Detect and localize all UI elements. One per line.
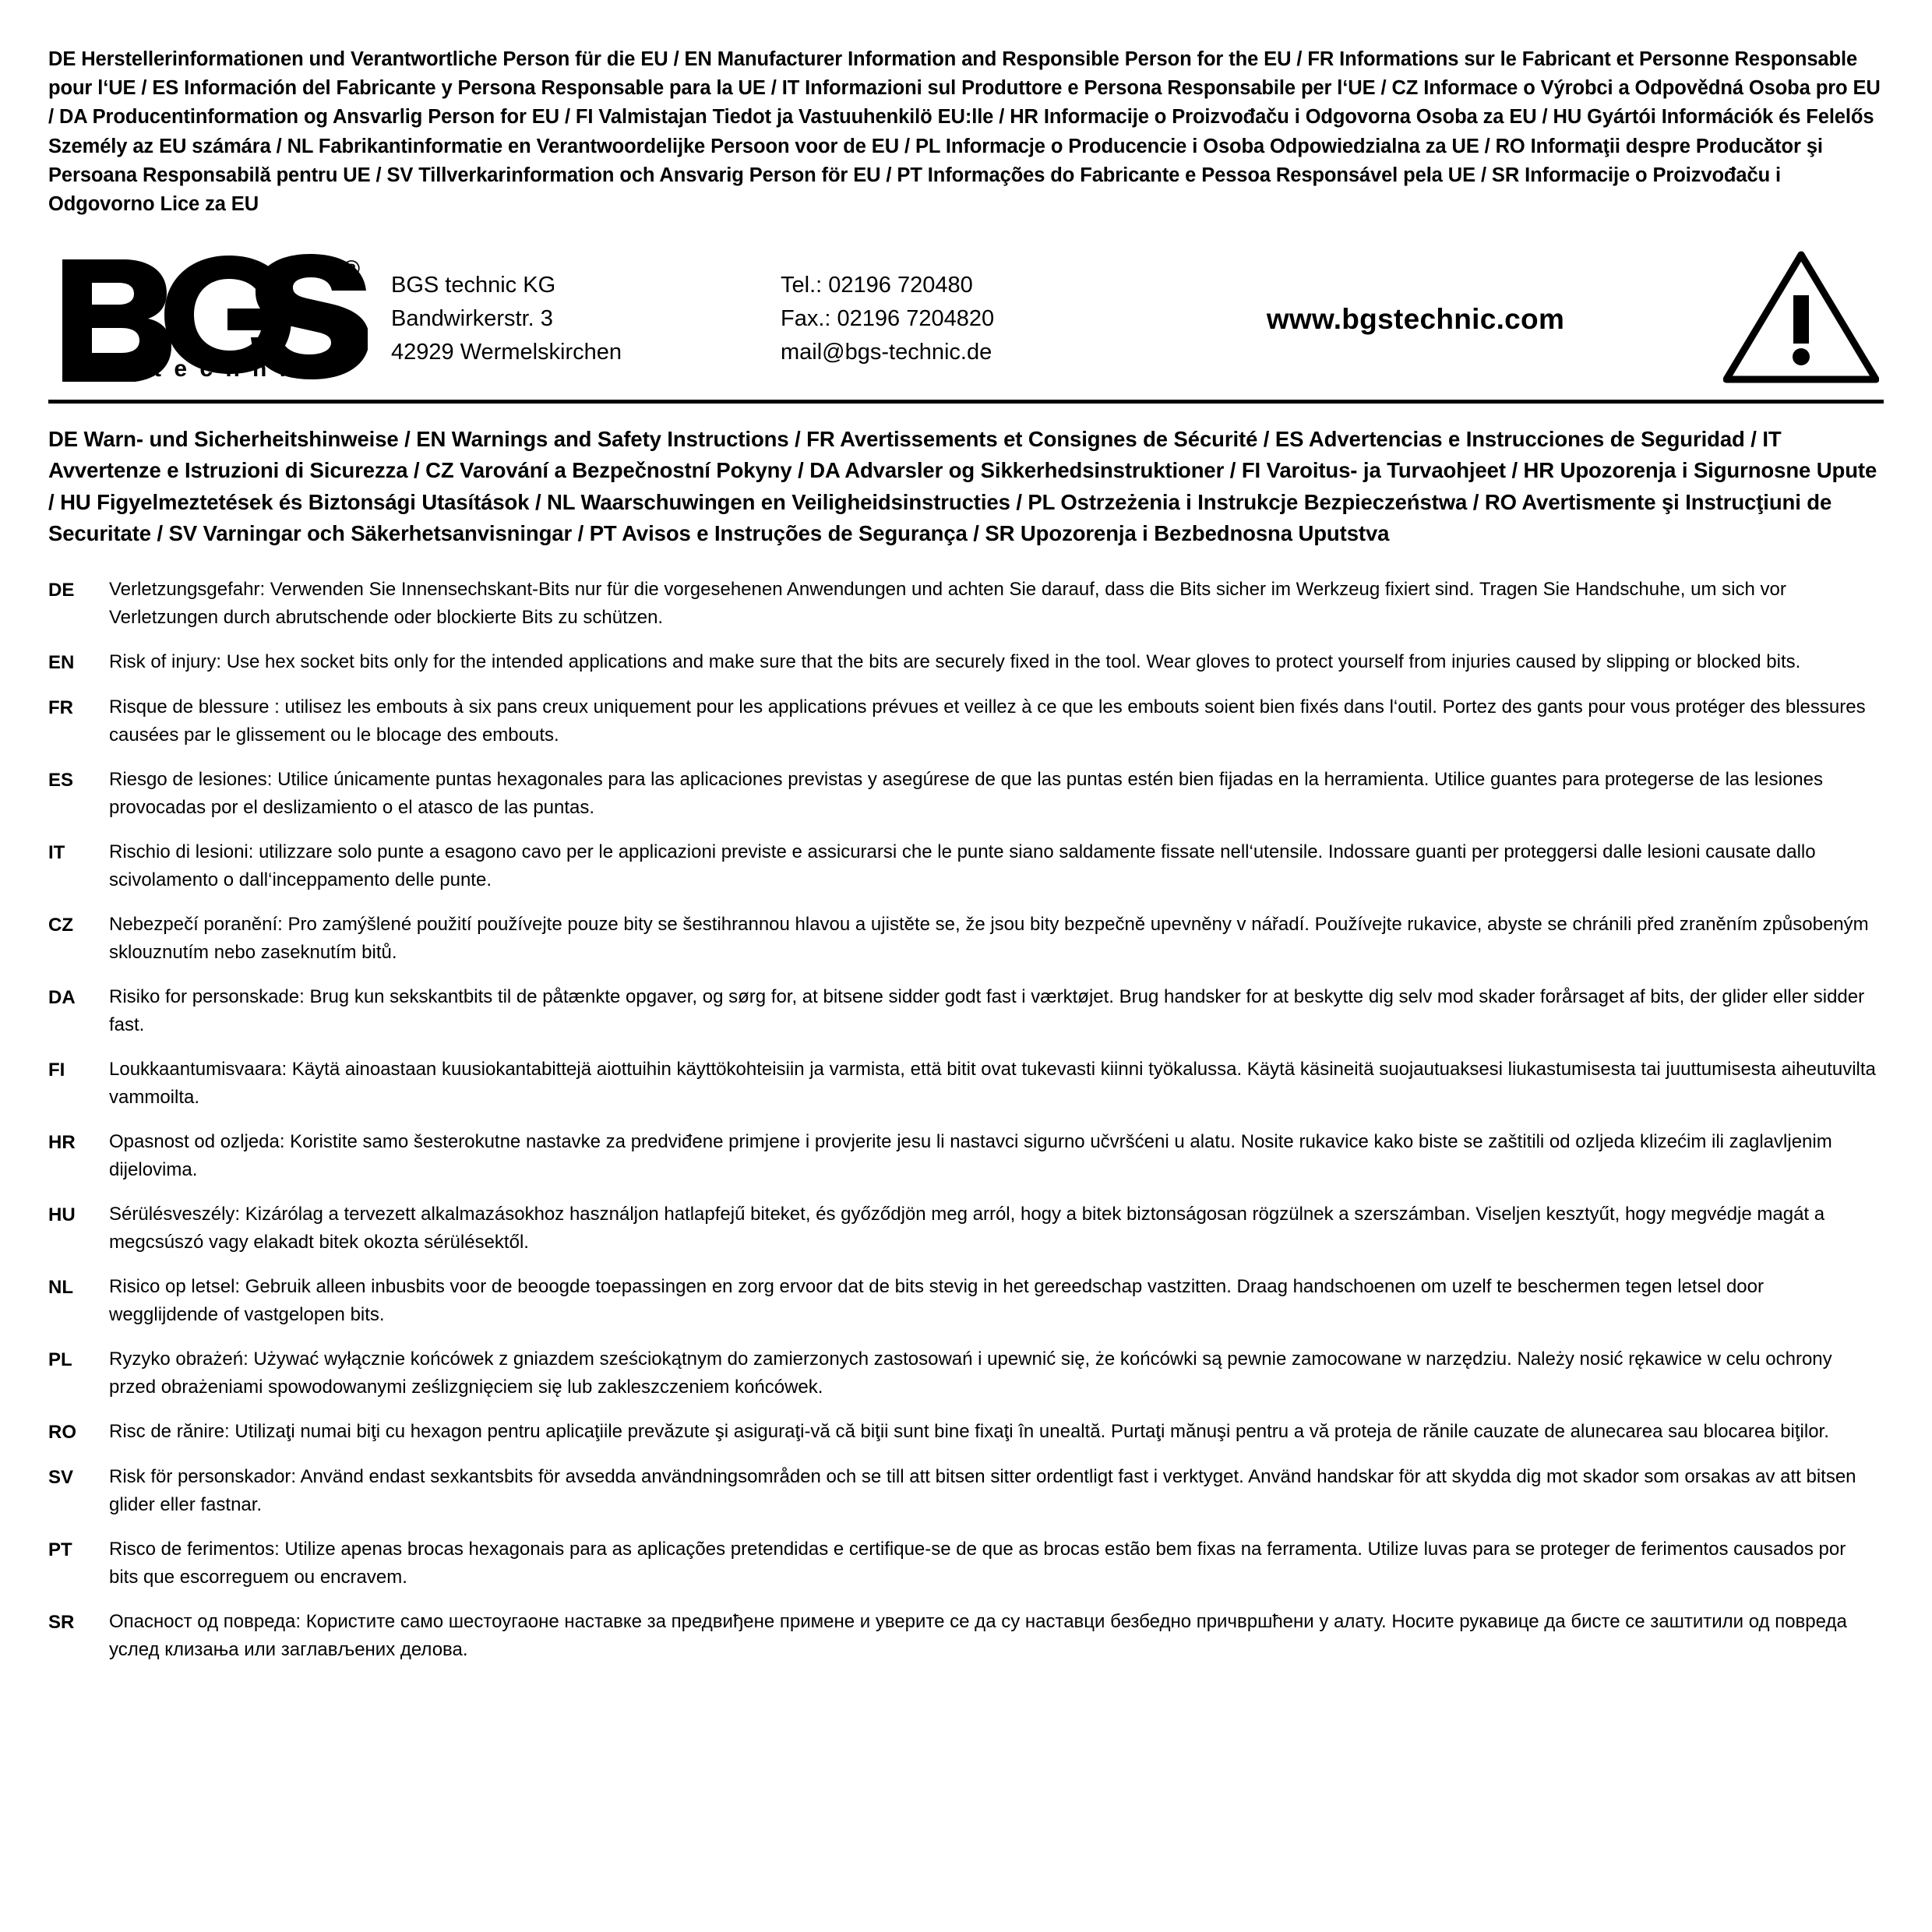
list-item: [48, 648, 1884, 677]
list-item: [48, 838, 1884, 894]
language-text: Riesgo de lesiones: Utilice únicamente puntas hexagonales para las aplicaciones previstas y asegúrese de que las puntas estén bien fijadas en la herramienta. Utilice guantes para protegerse de las lesiones provocadas por el deslizamiento o el atasco de las puntas.: [109, 768, 1823, 818]
language-text: Loukkaantumisvaara: Käytä ainoastaan kuusiokantabittejä aiottuihin käyttökohteisiin ja varmista, että bitit ovat tukevasti kiinni työkalussa. Käytä käsineitä suojautuaksesi liukastumisesta tai juuttumisesta aiheutuvilta vammoilta.: [109, 1058, 1876, 1108]
manufacturer-info-heading: DE Herstellerinformationen und Verantwortliche Person für die EU / EN Manufacturer Information and Responsible Person for the EU / FR Informations sur le Fabricant et Personne Responsable pour l‘UE / ES Información del Fabricante y Persona Responsable para la UE / IT Informazioni sul Produttore e Persona Responsabile per l‘UE / CZ Informace o Výrobci a Odpovědná Osoba pro EU / DA Producentinformation og Ansvarlig Person for EU / FI Valmistajan Tiedot ja Vastuuhenkilö EU:lle / HR Informacije o Proizvođaču i Odgovorna Osoba za EU / HU Gyártói Információk és Felelős Személy az EU számára / NL Fabrikantinformatie en Verantwoordelijke Persoon voor de EU / PL Informacje o Producencie i Osoba Odpowiedzialna za UE / RO Informaţii despre Producător şi Persoana Responsabilă pentru UE / SV Tillverkarinformation och Ansvarig Person för EU / PT Informações do Fabricante e Pessoa Responsável pela UE / SR Informacije o Proizvođaču i Odgovorno Lice za EU: [48, 48, 1881, 216]
language-code: EN: [48, 651, 75, 673]
company-address: [391, 266, 781, 368]
language-code: CZ: [48, 914, 73, 936]
svg-text:t e c h n i c: t e c h n i c: [153, 355, 316, 382]
company-contact: [781, 266, 1139, 368]
svg-text:®: ®: [343, 256, 361, 282]
language-text: Risco de ferimentos: Utilize apenas brocas hexagonais para as aplicações pretendidas e certifique-se de que as brocas estão bem fixas na ferramenta. Utilize luvas para se proteger de ferimentos causados por bits que escorreguem ou encravem.: [109, 1538, 1846, 1588]
language-code: FR: [48, 696, 73, 718]
bgs-logo-icon: [56, 253, 368, 382]
language-text: Risk of injury: Use hex socket bits only for the intended applications and make sure that the bits are securely fixed in the tool. Wear gloves to protect yourself from injuries caused by slipping or blocked bits.: [109, 650, 1801, 672]
language-code: PT: [48, 1539, 72, 1560]
list-item: [48, 1128, 1884, 1184]
list-item: [48, 693, 1884, 749]
company-name: BGS technic KG: [391, 273, 556, 298]
language-code: SR: [48, 1611, 75, 1633]
company-phone: Tel.: 02196 720480: [781, 273, 973, 298]
warnings-heading: DE Warn- und Sicherheitshinweise / EN Warnings and Safety Instructions / FR Avertissements et Consignes de Sécurité / ES Advertencias e Instrucciones de Seguridad / IT Avvertenze e Istruzioni di Sicurezza / CZ Varování a Bezpečnostní Pokyny / DA Advarsler og Sikkerhedsinstruktioner / FI Varoitus- ja Turvaohjeet / HR Upozorenja i Sigurnosne Upute / HU Figyelmeztetések és Biztonsági Utasítások / NL Waarschuwingen en Veiligheidsinstructies / PL Ostrzeżenia i Instrukcje Bezpieczeństwa / RO Avertismente şi Instrucţiuni de Securitate / SV Varningar och Säkerhetsanvisningar / PT Avisos e Instruções de Segurança / SR Upozorenja i Bezbednosna Uputstva: [48, 427, 1877, 545]
list-item: [48, 1535, 1884, 1592]
company-email: mail@bgs-technic.de: [781, 339, 992, 365]
list-item: [48, 576, 1884, 632]
header-divider: [48, 400, 1884, 404]
company-city: 42929 Wermelskirchen: [391, 339, 622, 365]
company-website: www.bgstechnic.com: [1266, 303, 1565, 336]
language-code: ES: [48, 769, 74, 791]
language-text: Nebezpečí poranění: Pro zamýšlené použití používejte pouze bity se šestihrannou hlavou a ujistěte se, že jsou bity bezpečně upevněny v nářadí. Používejte rukavice, abyste se chránili před zraněním způsobeným sklouznutím nebo zaseknutím bitů.: [109, 913, 1869, 963]
language-text: Risque de blessure : utilisez les embouts à six pans creux uniquement pour les applications prévues et veillez à ce que les embouts soient bien fixés dans l‘outil. Portez des gants pour vous protéger des blessures causées par le glissement ou le blocage des embouts.: [109, 696, 1866, 746]
company-fax: Fax.: 02196 7204820: [781, 306, 995, 331]
language-text: Опасност од повреда: Користите само шестоугаоне наставке за предвиђене примене и уверите се да су наставци безбедно причвршћени у алату. Носите рукавице да бисте се заштитили од повреда услед клизања или заглављених делова.: [109, 1610, 1847, 1660]
list-item: [48, 766, 1884, 822]
list-item: [48, 911, 1884, 967]
list-item: [48, 1056, 1884, 1112]
language-text: Rischio di lesioni: utilizzare solo punte a esagono cavo per le applicazioni previste e assicurarsi che le punte siano saldamente fissate nell‘utensile. Indossare guanti per proteggersi dalle lesioni causate dallo scivolamento o dall‘inceppamento delle punte.: [109, 841, 1816, 890]
list-item: [48, 1345, 1884, 1401]
language-code: RO: [48, 1421, 76, 1443]
list-item: [48, 1463, 1884, 1519]
language-code: DA: [48, 986, 76, 1008]
warning-triangle-icon: [1723, 250, 1879, 384]
language-text: Risk för personskador: Använd endast sexkantsbits för avsedda användningsområden och se till att bitsen sitter ordentligt fast i verktyget. Använd handskar för att skydda dig mot skador som orsakas av att bitsen glider eller fastnar.: [109, 1465, 1856, 1515]
bgs-logo: [48, 253, 391, 382]
language-code: PL: [48, 1349, 72, 1370]
language-code: DE: [48, 579, 75, 601]
list-item: [48, 1200, 1884, 1257]
list-item: [48, 1273, 1884, 1329]
language-code: FI: [48, 1059, 65, 1081]
language-text: Risiko for personskade: Brug kun sekskantbits til de påtænkte opgaver, og sørg for, at bitsene sidder godt fast i værktøjet. Brug handsker for at beskytte dig selv mod skader forårsaget af bits, der glider eller sidder fast.: [109, 985, 1865, 1035]
language-text: Ryzyko obrażeń: Używać wyłącznie końcówek z gniazdem sześciokątnym do zamierzonych zastosowań i upewnić się, że końcówki są pewnie zamocowane w narzędziu. Należy nosić rękawice w celu ochrony przed obrażeniami spowodowanymi ześlizgnięciem się lub zakleszczeniem końcówek.: [109, 1348, 1832, 1398]
language-code: HR: [48, 1131, 76, 1153]
language-text: Risc de rănire: Utilizaţi numai biţi cu hexagon pentru aplicaţiile prevăzute şi asiguraţi-vă că biţii sunt bine fixaţi în unealtă. Purtaţi mănuşi pentru a vă proteja de rănile cauzate de alunecarea sau blocarea biţilor.: [109, 1420, 1829, 1442]
warnings-language-list: [48, 576, 1884, 1664]
warning-triangle: [1692, 250, 1884, 384]
language-code: NL: [48, 1276, 73, 1298]
language-text: Sérülésveszély: Kizárólag a tervezett alkalmazásokhoz használjon hatlapfejű biteket, és győződjön meg arról, hogy a bitek biztonságosan rögzülnek a szerszámban. Viseljen kesztyűt, hogy megvédje magát a megcsúszó vagy elakadt bitek okozta sérülésektől.: [109, 1203, 1825, 1253]
list-item: [48, 983, 1884, 1039]
list-item: [48, 1608, 1884, 1664]
company-info-block: [45, 239, 1887, 395]
language-text: Verletzungsgefahr: Verwenden Sie Innensechskant-Bits nur für die vorgesehenen Anwendungen und achten Sie darauf, dass die Bits sicher im Werkzeug fixiert sind. Tragen Sie Handschuhe, um sich vor Verletzungen durch abrutschende oder blockierte Bits zu schützen.: [109, 578, 1786, 628]
language-code: HU: [48, 1204, 76, 1225]
language-code: SV: [48, 1466, 74, 1488]
language-text: Risico op letsel: Gebruik alleen inbusbits voor de beoogde toepassingen en zorg ervoor dat de bits stevig in het gereedschap vastzitten. Draag handschoenen om uzelf te beschermen tegen letsel door wegglijdende of vastgelopen bits.: [109, 1275, 1764, 1325]
language-text: Opasnost od ozljeda: Koristite samo šesterokutne nastavke za predviđene primjene i provjerite jesu li nastavci sigurno učvršćeni u alatu. Nosite rukavice kako biste se zaštitili od ozljeda klizećim ili zaglavljenim dijelovima.: [109, 1130, 1832, 1180]
list-item: [48, 1418, 1884, 1447]
language-code: IT: [48, 841, 65, 863]
company-street: Bandwirkerstr. 3: [391, 306, 553, 331]
